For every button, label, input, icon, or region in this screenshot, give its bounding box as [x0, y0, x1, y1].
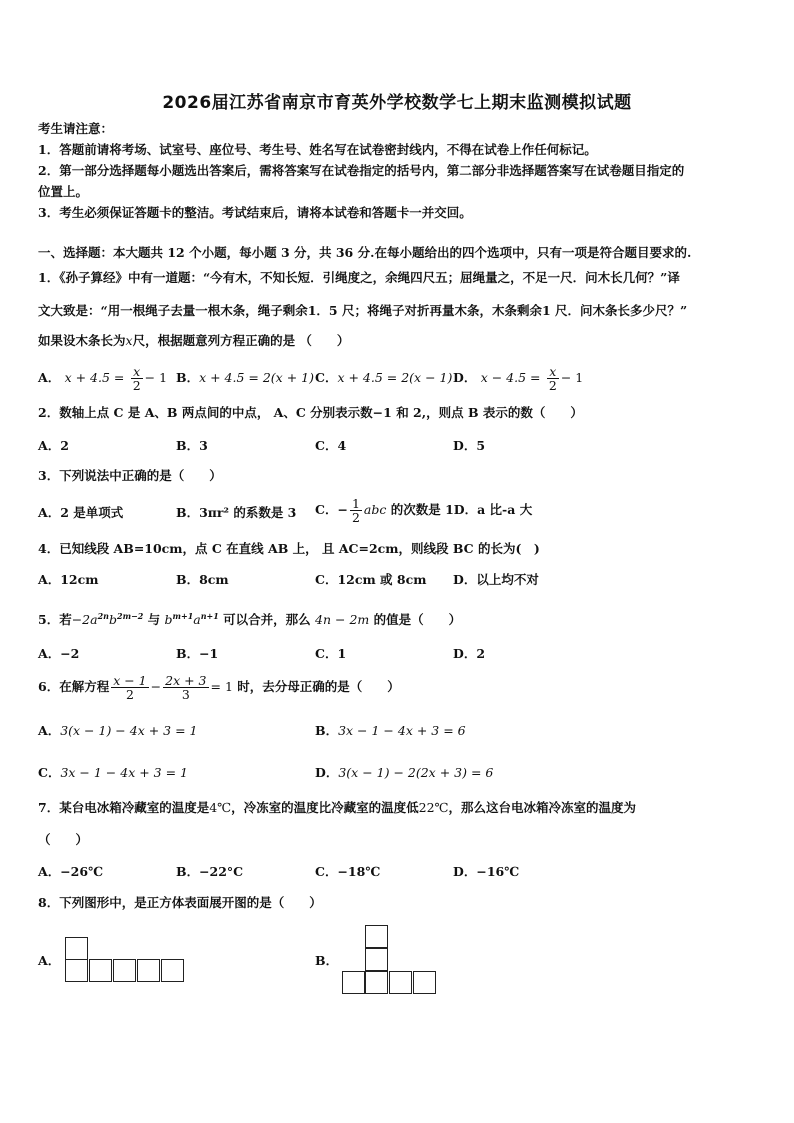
exponent: 2m−2 [117, 611, 144, 621]
denominator: 2 [548, 378, 557, 393]
option-label: C． [38, 765, 61, 780]
equation: x + 4.5 = 2(x − 1) [337, 370, 453, 385]
question-7-text-part: ，冷冻室的温度比冷藏室的温度低 [231, 800, 419, 815]
question-2-option-a: A．2 [38, 438, 69, 453]
net-square [89, 959, 112, 982]
equation: 3x − 1 − 4x + 3 = 6 [338, 723, 466, 738]
equals-one: = 1 [210, 679, 233, 694]
question-5-suffix: 的值是（ ） [369, 612, 462, 628]
question-2-option-b: B．3 [176, 438, 208, 453]
net-square [413, 971, 436, 994]
numerator: x [131, 365, 143, 379]
notice-item: 3．考生必须保证答题卡的整洁。考试结束后，请将本试卷和答题卡一并交回。 [38, 205, 472, 220]
question-6-option-d [315, 765, 493, 781]
question-2-option-c: C．4 [315, 438, 347, 453]
question-2-text: 2．数轴上点 C 是 A、B 两点间的中点， A、C 分别表示数−1 和 2,，则点 B 表示的数（ ） [38, 405, 583, 420]
monomial: −2a [71, 612, 98, 628]
equation: 3(x − 1) − 2(2x + 3) = 6 [338, 765, 494, 780]
equation: x + 4.5 = 2(x + 1) [199, 370, 314, 385]
question-7-option-a: A．−26℃ [38, 864, 104, 879]
option-label: A． [38, 723, 61, 738]
net-square [161, 959, 184, 982]
question-7-option-b: B．−22°C [176, 864, 244, 879]
equation: 3(x − 1) − 4x + 3 = 1 [60, 723, 198, 738]
equation: x − 4.5 = [480, 370, 541, 385]
net-square [137, 959, 160, 982]
equation-tail: − 1 [560, 370, 584, 385]
denominator: 2 [351, 510, 360, 525]
net-square [65, 937, 88, 960]
question-7-option-d: D．−16℃ [453, 864, 520, 879]
fraction [163, 674, 208, 701]
question-4-option-b: B．8cm [176, 572, 229, 587]
net-square [365, 925, 388, 948]
question-1-option-a [38, 365, 167, 392]
notice-heading: 考生请注意： [38, 121, 114, 136]
option-label: B． [315, 723, 339, 738]
connector-text: 与 [143, 612, 165, 628]
option-label: C． [315, 370, 338, 385]
exponent: 2n [97, 611, 109, 621]
question-5-prefix: 5．若 [38, 612, 72, 628]
equation: x + 4.5 = [64, 370, 125, 385]
notice-item: 1．答题前请将考场、试室号、座位号、考生号、姓名写在试卷密封线内，不得在试卷上作任何标记。 [38, 142, 597, 157]
question-7-text-part: 7．某台电冰箱冷藏室的温度是 [38, 800, 210, 815]
option-label: C．− [315, 502, 348, 517]
variable-abc: abc [363, 502, 387, 517]
numerator: 1 [351, 496, 360, 511]
expression: 4n − 2m [315, 612, 370, 628]
question-1-stem [38, 333, 349, 349]
equation-tail: − 1 [144, 370, 168, 385]
question-2-option-d: D．5 [453, 438, 486, 453]
net-square [365, 971, 388, 994]
question-3-option-b: B．3πr² 的系数是 3 [176, 505, 297, 520]
page-title: 2026届江苏省南京市育英外学校数学七上期末监测模拟试题 [162, 93, 632, 113]
denominator: 2 [132, 378, 141, 393]
question-4-option-c: C．12cm 或 8cm [315, 572, 427, 587]
notice-item: 位置上。 [38, 184, 89, 199]
question-8-option-b-label: B． [315, 953, 339, 968]
option-text: 的次数是 1D．a 比-a 大 [386, 502, 533, 517]
question-1-text: 1．《孙子算经》中有一道题：“今有木，不知长短．引绳度之，余绳四尺五；屈绳量之，不足一尺．问木长几何？”译 [38, 270, 680, 285]
option-label: B． [176, 370, 200, 385]
question-6-prefix: 6．在解方程 [38, 679, 110, 694]
question-1-text: 文大致是：“用一根绳子去量一根木条，绳子剩余1．5 尺；将绳子对折再量木条，木条剩余1 尺．问木条长多少尺？” [38, 303, 688, 318]
question-6-option-c [38, 765, 188, 781]
exponent: m+1 [172, 611, 194, 621]
question-6-suffix: 时，去分母正确的是（ ） [232, 679, 400, 694]
question-3-option-a: A．2 是单项式 [38, 505, 124, 520]
question-5-option-a: A．−2 [38, 646, 80, 661]
question-1-stem-text: 如果设木条长为 [38, 333, 126, 348]
question-7-text [38, 800, 636, 816]
question-6-text [38, 674, 400, 701]
question-3-text: 3．下列说法中正确的是（ ） [38, 468, 222, 483]
answer-bracket: （ ） [38, 832, 89, 847]
option-label: D． [453, 370, 477, 385]
monomial: b [164, 612, 173, 628]
question-6-option-b [315, 723, 466, 739]
temperature: 4℃ [209, 800, 232, 815]
temperature: 22℃ [418, 800, 449, 815]
net-square [342, 971, 365, 994]
question-4-option-d: D．以上均不对 [453, 572, 539, 587]
numerator: x [547, 365, 559, 379]
question-5-middle: 可以合并，那么 [218, 612, 316, 628]
question-8-text: 8．下列图形中，是正方体表面展开图的是（ ） [38, 895, 322, 910]
numerator: 2x + 3 [165, 673, 207, 688]
question-4-option-a: A．12cm [38, 572, 99, 587]
question-5-option-c: C．1 [315, 646, 347, 661]
net-square [65, 959, 88, 982]
equation: 3x − 1 − 4x + 3 = 1 [60, 765, 188, 780]
section-heading: 一、选择题：本大题共 12 个小题，每小题 3 分，共 36 分.在每小题给出的四个选项中，只有一项是符合题目要求的. [38, 245, 692, 260]
denominator: 3 [181, 687, 190, 702]
question-7-option-c: C．−18℃ [315, 864, 381, 879]
question-1-option-b [176, 370, 314, 386]
monomial: a [193, 612, 201, 628]
minus-sign: − [150, 679, 162, 694]
numerator: x − 1 [113, 673, 147, 688]
fraction [547, 365, 559, 392]
fraction [350, 497, 362, 524]
exponent: n+1 [200, 611, 219, 621]
question-1-option-c [315, 370, 452, 386]
question-7-text-part: ，那么这台电冰箱冷冻室的温度为 [448, 800, 637, 815]
fraction [131, 365, 143, 392]
monomial: b [108, 612, 117, 628]
denominator: 2 [125, 687, 134, 702]
question-6-option-a [38, 723, 198, 739]
option-label: A． [38, 370, 61, 385]
question-4-text: 4．已知线段 AB=10cm，点 C 在直线 AB 上， 且 AC=2cm，则线段 BC 的长为( ) [38, 541, 540, 556]
notice-item: 2．第一部分选择题每小题选出答案后，需将答案写在试卷指定的括号内，第二部分非选择题答案写在试卷题目指定的 [38, 163, 685, 178]
question-5-option-d: D．2 [453, 646, 486, 661]
option-label: D． [315, 765, 339, 780]
question-5-option-b: B．−1 [176, 646, 219, 661]
question-1-stem-text: 尺，根据题意列方程正确的是 （ ） [132, 333, 350, 348]
question-1-option-d [453, 365, 583, 392]
net-square [389, 971, 412, 994]
fraction [111, 674, 148, 701]
net-square [365, 948, 388, 971]
variable-x: x [125, 333, 133, 348]
question-3-option-c [315, 497, 532, 524]
question-5-text [38, 608, 461, 628]
question-8-option-a-label: A． [38, 953, 61, 968]
net-square [113, 959, 136, 982]
